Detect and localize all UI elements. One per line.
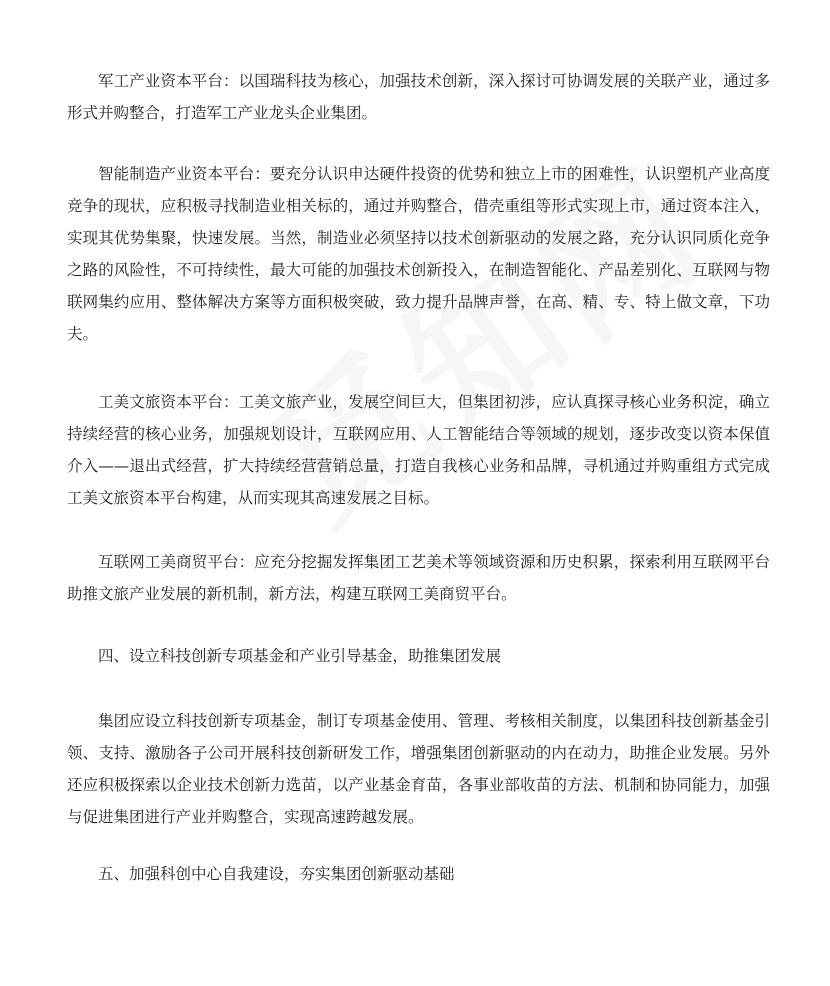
paragraph-internet-trade-platform: 互联网工美商贸平台：应充分挖掘发挥集团工艺美术等领域资源和历史积累，探索利用互联网平台助推文旅产业发展的新机制，新方法，构建互联网工美商贸平台。 [67, 553, 770, 603]
paragraph-innovation-fund: 集团应设立科技创新专项基金，制订专项基金使用、管理、考核相关制度，以集团科技创新基金引领、支持、激励各子公司开展科技创新研发工作，增强集团创新驱动的内在动力，助推企业发展。另外还应积极探索以企业技术创新力选苗，以产业基金育苗，各事业部收苗的方法、机制和协同能力，加强与促进集团进行产业并购整合，实现高速跨越发展。 [67, 712, 770, 826]
section-heading-5: 五、加强科创中心自我建设，夯实集团创新驱动基础 [98, 865, 455, 883]
paragraph-smart-manufacturing-platform: 智能制造产业资本平台：要充分认识申达硬件投资的优势和独立上市的困难性，认识塑机产业高度竞争的现状，应积极寻找制造业相关标的，通过并购整合，借壳重组等形式实现上市，通过资本注入，实现其优势集聚，快速发展。当然，制造业必须坚持以技术创新驱动的发展之路，充分认识同质化竞争之路的风险性，不可持续性，最大可能的加强技术创新投入，在制造智能化、产品差别化、互联网与物联网集约应用、整体解决方案等方面积极突破，致力提升品牌声誉，在高、精、专、特上做文章，下功夫。 [67, 165, 770, 343]
section-heading-4: 四、设立科技创新专项基金和产业引导基金，助推集团发展 [98, 647, 502, 665]
paragraph-military-platform: 军工产业资本平台：以国瑞科技为核心，加强技术创新，深入探讨可协调发展的关联产业，通过多形式并购整合，打造军工产业龙头企业集团。 [67, 72, 770, 122]
paragraph-arts-tourism-platform: 工美文旅资本平台：工美文旅产业，发展空间巨大，但集团初涉，应认真探寻核心业务积淀，确立持续经营的核心业务，加强规划设计，互联网应用、人工智能结合等领域的规划，逐步改变以资本保值介入——退出式经营，扩大持续经营营销总量，打造自我核心业务和品牌，寻机通过并购重组方式完成工美文旅资本平台构建，从而实现其高速发展之目标。 [67, 393, 770, 507]
